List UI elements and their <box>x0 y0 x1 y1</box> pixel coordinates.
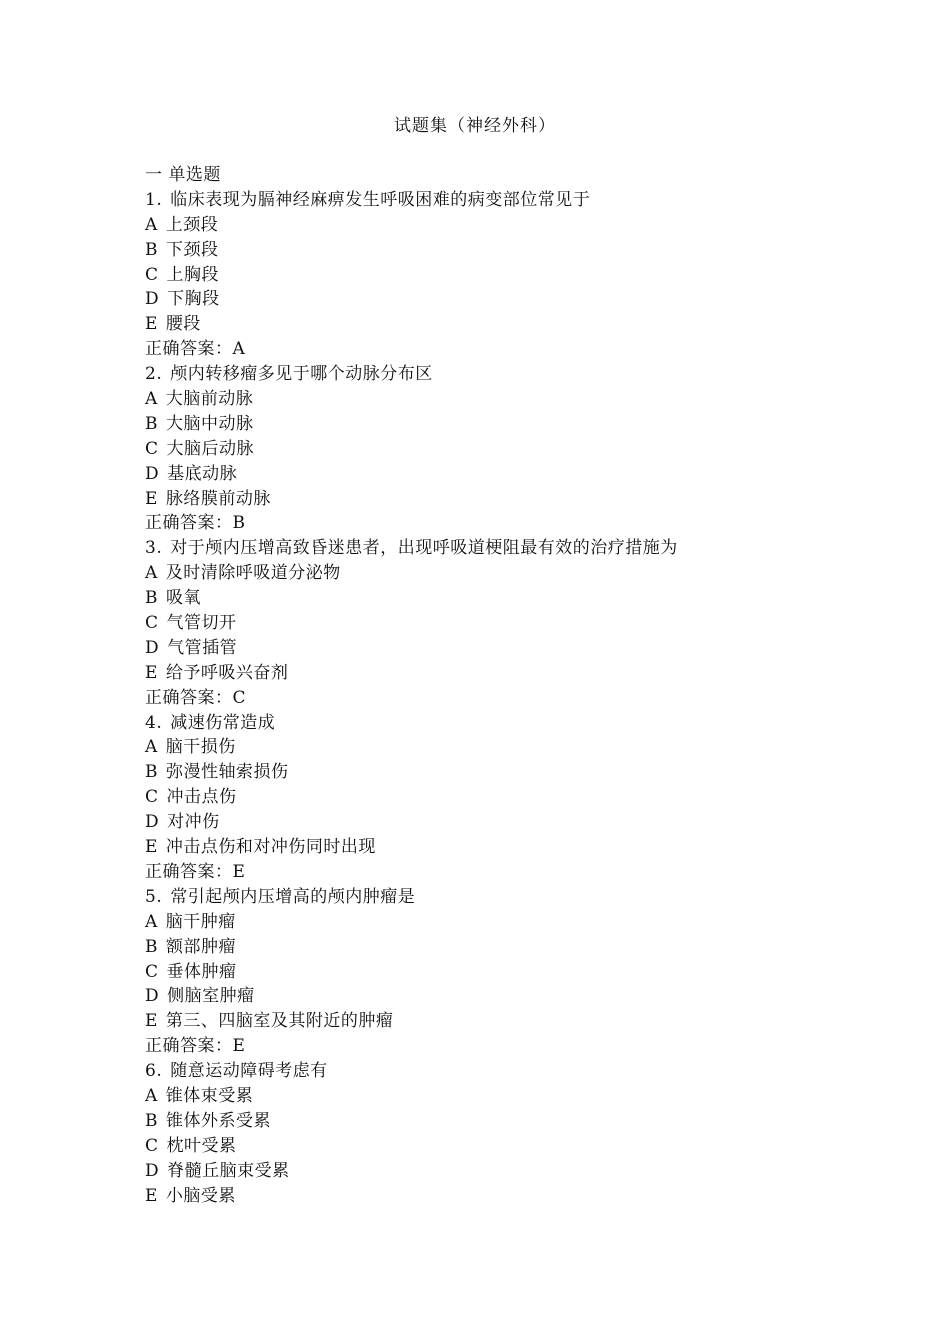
question-stem <box>145 885 865 910</box>
option-letter: B <box>145 1110 158 1131</box>
option-item <box>145 462 865 487</box>
option-letter: D <box>145 289 160 310</box>
option-letter: E <box>145 662 158 683</box>
option-text: 冲击点伤和对冲伤同时出现 <box>165 837 376 858</box>
option-letter: C <box>145 264 159 285</box>
option-text: 脑干损伤 <box>165 737 236 758</box>
answer-label: 正确答案： <box>145 687 233 708</box>
answer-value: A <box>232 339 246 360</box>
question-number: 6. <box>145 1061 163 1082</box>
option-text: 下胸段 <box>167 289 220 310</box>
option-letter: D <box>145 1160 160 1181</box>
option-item <box>145 1134 865 1159</box>
option-text: 小脑受累 <box>165 1185 236 1206</box>
option-text: 上胸段 <box>166 264 220 285</box>
option-text: 冲击点伤 <box>166 787 237 808</box>
option-item <box>145 1109 865 1134</box>
option-text: 枕叶受累 <box>166 1135 237 1156</box>
option-item <box>145 263 865 288</box>
option-letter: C <box>145 1135 159 1156</box>
option-letter: E <box>145 1011 158 1032</box>
answer-value: B <box>232 513 246 534</box>
option-text: 气管插管 <box>167 637 238 658</box>
answer-label: 正确答案： <box>145 861 233 882</box>
option-letter: D <box>145 986 160 1007</box>
answer-label: 正确答案： <box>145 339 233 360</box>
option-item <box>145 785 865 810</box>
question-stem <box>145 188 865 213</box>
option-text: 下颈段 <box>166 239 219 260</box>
option-item <box>145 760 865 785</box>
option-item <box>145 287 865 312</box>
option-letter: D <box>145 637 160 658</box>
option-text: 对冲伤 <box>167 812 220 833</box>
option-item <box>145 487 865 512</box>
option-item <box>145 412 865 437</box>
correct-answer <box>145 1034 865 1059</box>
option-letter: B <box>145 588 158 609</box>
option-letter: D <box>145 463 160 484</box>
option-item <box>145 1009 865 1034</box>
answer-value: C <box>232 687 247 708</box>
option-item <box>145 636 865 661</box>
correct-answer <box>145 686 865 711</box>
option-item <box>145 735 865 760</box>
question-text: 随意运动障碍考虑有 <box>170 1061 328 1082</box>
option-item <box>145 960 865 985</box>
option-item <box>145 387 865 412</box>
option-item <box>145 586 865 611</box>
option-letter: A <box>145 911 158 932</box>
question-text: 常引起颅内压增高的颅内肿瘤是 <box>170 886 416 907</box>
option-text: 弥漫性轴索损伤 <box>166 762 289 783</box>
option-text: 垂体肿瘤 <box>166 961 237 982</box>
question-number: 4. <box>145 712 163 733</box>
option-item <box>145 835 865 860</box>
option-letter: E <box>145 1185 158 1206</box>
option-text: 锥体束受累 <box>165 1085 254 1106</box>
option-text: 脑干肿瘤 <box>165 911 236 932</box>
option-text: 脉络膜前动脉 <box>165 488 271 509</box>
option-item <box>145 984 865 1009</box>
option-letter: C <box>145 613 159 634</box>
option-text: 及时清除呼吸道分泌物 <box>165 563 341 584</box>
option-letter: A <box>145 1085 158 1106</box>
option-item <box>145 213 865 238</box>
option-text: 大脑后动脉 <box>166 438 255 459</box>
option-letter: E <box>145 314 158 335</box>
option-item <box>145 1084 865 1109</box>
question-number: 2. <box>145 364 163 385</box>
option-item <box>145 312 865 337</box>
option-letter: B <box>145 762 158 783</box>
option-letter: E <box>145 488 158 509</box>
option-text: 给予呼吸兴奋剂 <box>165 662 289 683</box>
option-letter: C <box>145 438 159 459</box>
question-stem <box>145 1059 865 1084</box>
option-letter: C <box>145 787 159 808</box>
option-item <box>145 1184 865 1209</box>
option-text: 大脑前动脉 <box>165 389 254 410</box>
question-list <box>145 163 865 1208</box>
option-text: 侧脑室肿瘤 <box>167 986 255 1007</box>
option-item <box>145 935 865 960</box>
question-text: 对于颅内压增高致昏迷患者，出现呼吸道梗阻最有效的治疗措施为 <box>170 538 678 559</box>
correct-answer <box>145 337 865 362</box>
option-text: 基底动脉 <box>167 463 238 484</box>
option-letter: B <box>145 936 158 957</box>
option-letter: B <box>145 239 158 260</box>
option-letter: A <box>145 737 158 758</box>
option-text: 锥体外系受累 <box>166 1110 271 1131</box>
section-heading: 一 单选题 <box>145 165 221 185</box>
option-text: 脊髓丘脑束受累 <box>167 1160 290 1181</box>
option-letter: A <box>145 389 158 410</box>
answer-value: E <box>232 861 246 882</box>
option-item <box>145 238 865 263</box>
option-letter: E <box>145 837 158 858</box>
option-text: 大脑中动脉 <box>166 413 254 434</box>
question-text: 颅内转移瘤多见于哪个动脉分布区 <box>170 364 433 385</box>
question-text: 减速伤常造成 <box>170 712 276 733</box>
question-stem <box>145 362 865 387</box>
option-letter: B <box>145 413 158 434</box>
option-letter: A <box>145 563 158 584</box>
answer-label: 正确答案： <box>145 1036 233 1057</box>
option-text: 上颈段 <box>165 214 219 235</box>
question-stem <box>145 711 865 736</box>
option-item <box>145 437 865 462</box>
question-text: 临床表现为膈神经麻痹发生呼吸困难的病变部位常见于 <box>170 189 591 210</box>
option-letter: A <box>145 214 158 235</box>
option-item <box>145 611 865 636</box>
answer-value: E <box>232 1036 246 1057</box>
option-text: 额部肿瘤 <box>166 936 236 957</box>
option-text: 第三、四脑室及其附近的肿瘤 <box>165 1011 394 1032</box>
option-item <box>145 561 865 586</box>
question-number: 3. <box>145 538 163 559</box>
option-item <box>145 661 865 686</box>
option-item <box>145 810 865 835</box>
option-item <box>145 1159 865 1184</box>
option-item <box>145 910 865 935</box>
option-text: 气管切开 <box>166 613 237 634</box>
option-letter: C <box>145 961 159 982</box>
question-stem <box>145 536 865 561</box>
option-text: 腰段 <box>165 314 201 335</box>
question-number: 5. <box>145 886 163 907</box>
correct-answer <box>145 511 865 536</box>
correct-answer <box>145 860 865 885</box>
question-number: 1. <box>145 189 163 210</box>
answer-label: 正确答案： <box>145 513 233 534</box>
option-letter: D <box>145 812 160 833</box>
page-title: 试题集（神经外科） <box>394 116 556 136</box>
option-text: 吸氧 <box>166 588 201 609</box>
